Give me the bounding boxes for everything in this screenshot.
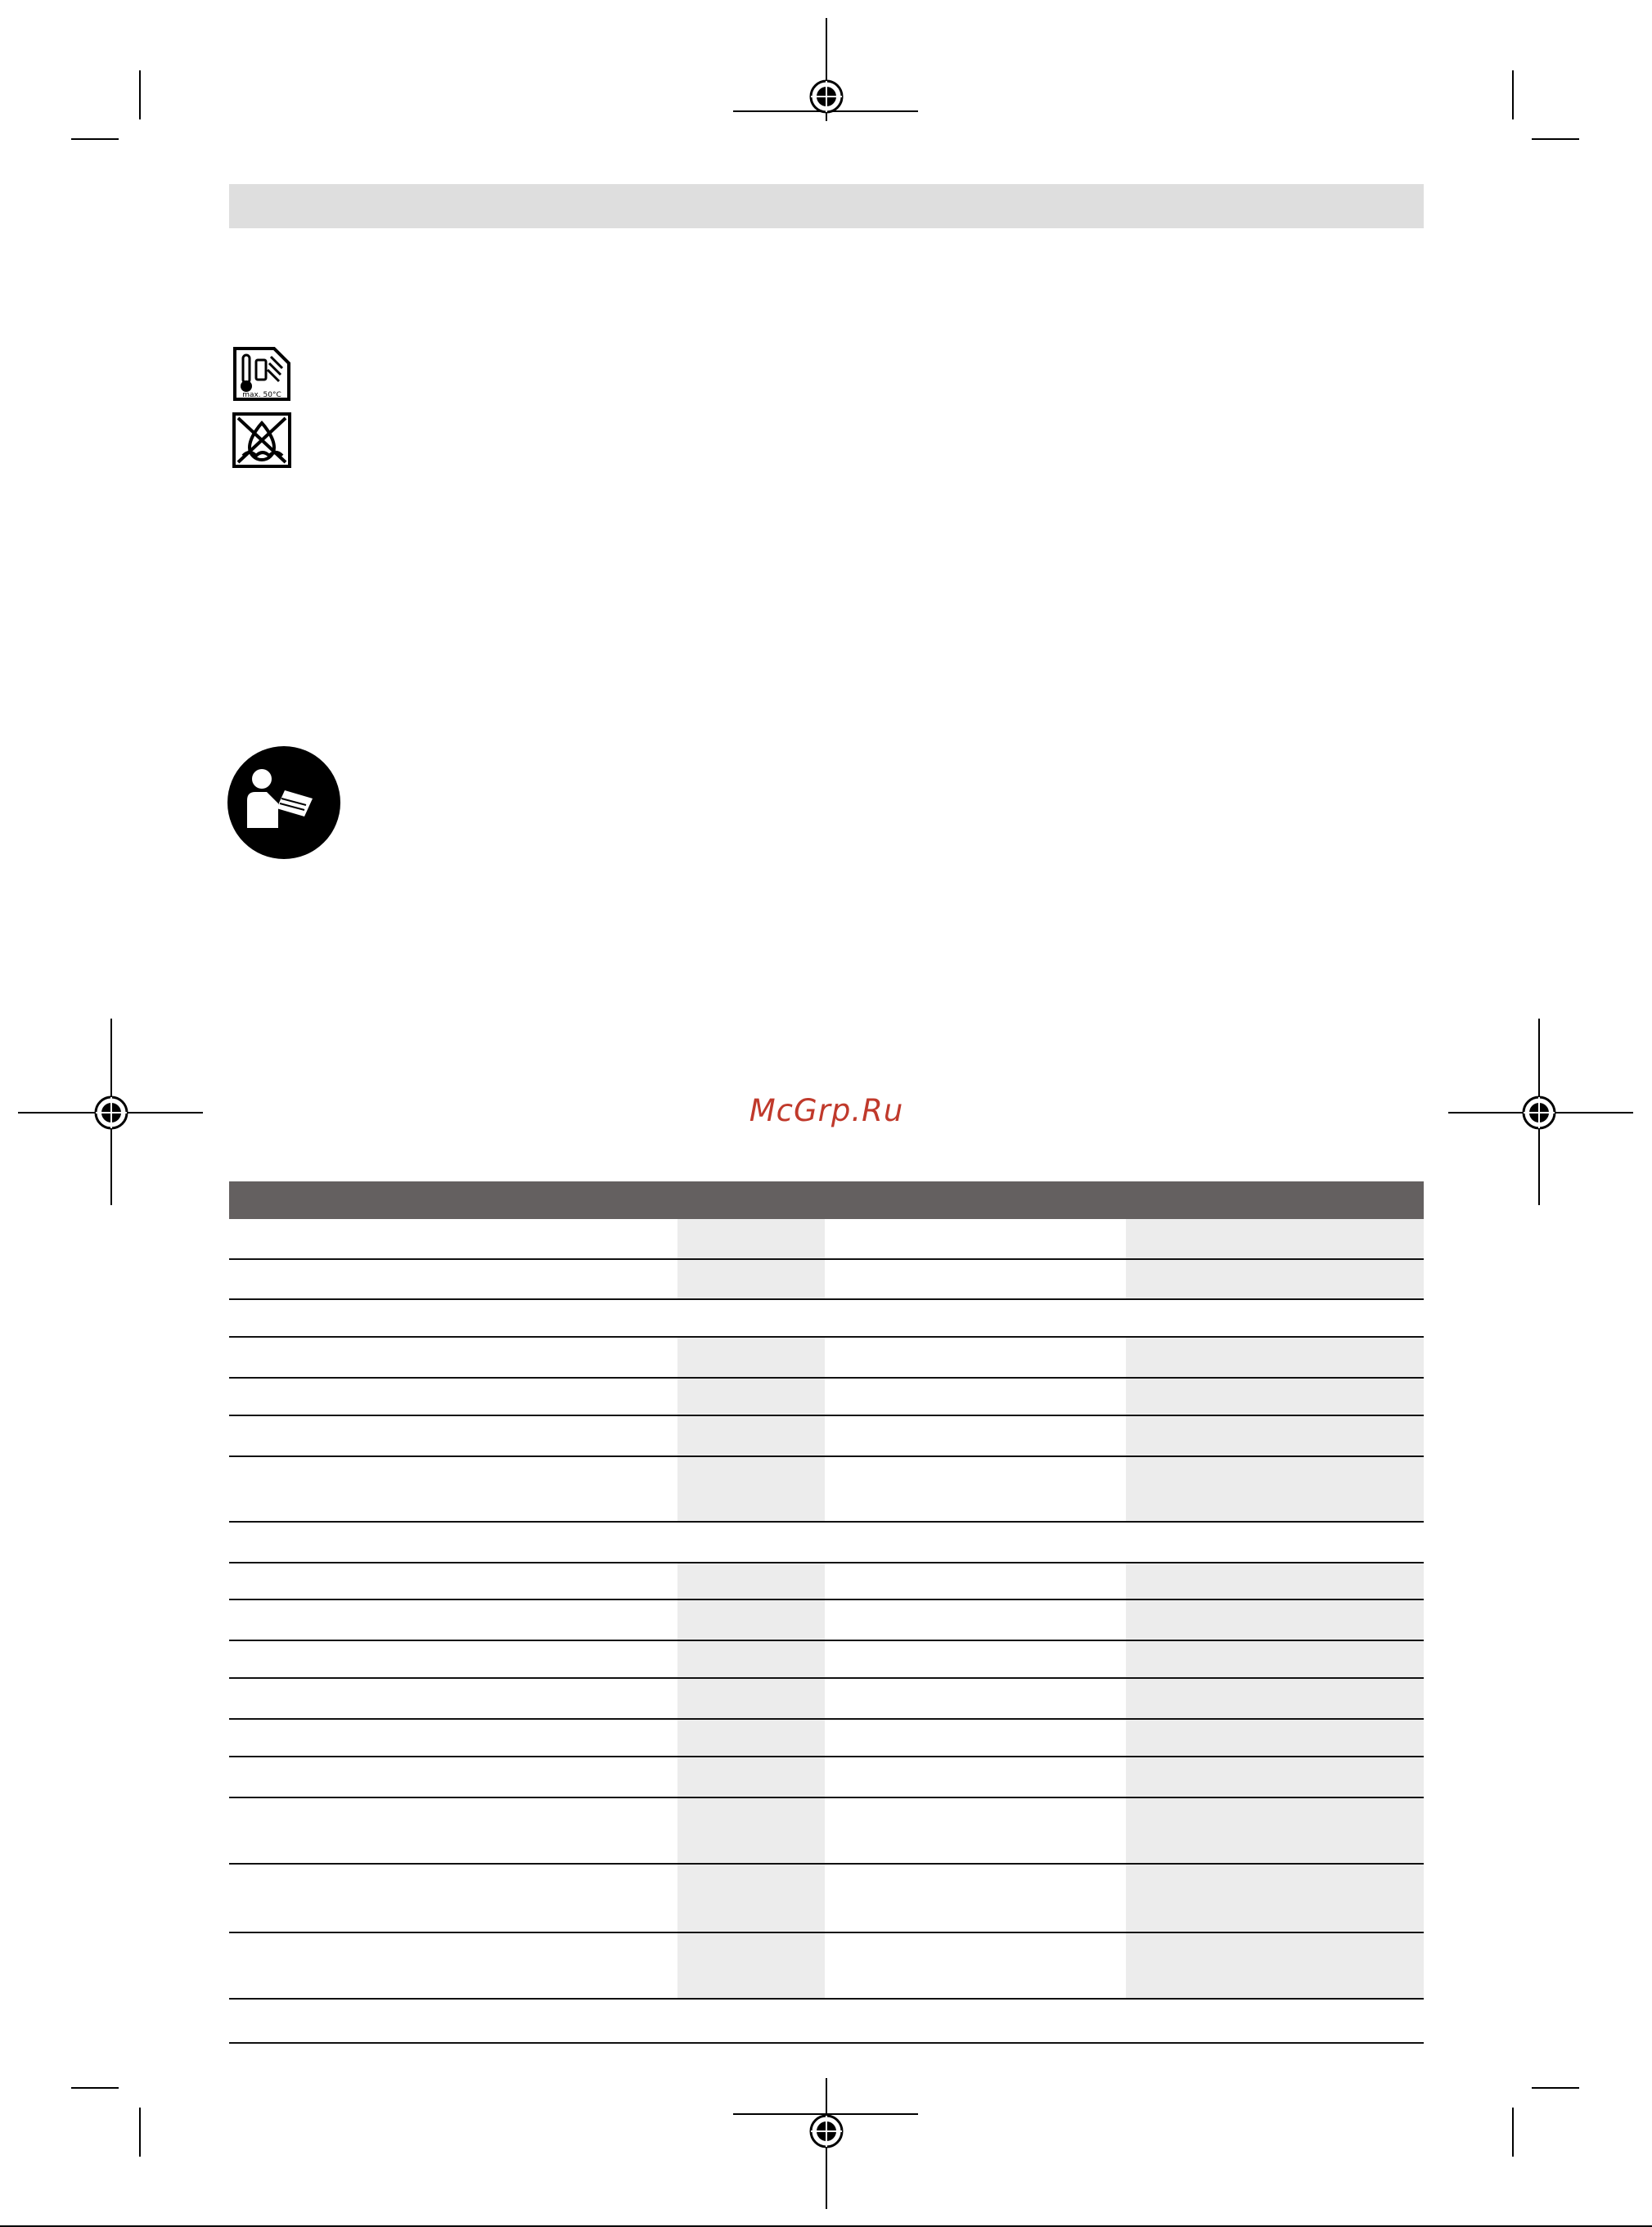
crop-mark: [71, 138, 119, 140]
table-row: [229, 1523, 1424, 1563]
read-manual-icon: [227, 746, 340, 859]
table-row: [229, 1338, 1424, 1379]
table-row: [229, 1865, 1424, 1933]
registration-mark-icon: [808, 2112, 845, 2150]
table-row: [229, 2000, 1424, 2044]
crop-mark: [71, 2087, 119, 2089]
crop-mark: [1532, 138, 1579, 140]
table-row: [229, 1641, 1424, 1679]
table-row: [229, 1679, 1424, 1720]
table-row: [229, 1720, 1424, 1757]
crop-mark: [139, 2108, 141, 2157]
table-row: [229, 1300, 1424, 1338]
table-row: [229, 1757, 1424, 1798]
table-row: [229, 1219, 1424, 1260]
table-header: [229, 1181, 1424, 1219]
crop-mark: [139, 70, 141, 119]
table-row: [229, 1260, 1424, 1300]
table-row: [229, 1379, 1424, 1416]
crop-mark: [1512, 70, 1514, 119]
crop-mark: [1512, 2108, 1514, 2157]
table-row: [229, 1933, 1424, 2000]
watermark-text: McGrp.Ru: [749, 1093, 904, 1128]
crop-mark: [1532, 2087, 1579, 2089]
no-water-icon: [232, 412, 292, 469]
temperature-label: max. 50°C: [242, 391, 281, 399]
table-row: [229, 1457, 1424, 1523]
max-temperature-icon: [232, 345, 292, 403]
table-row: [229, 1600, 1424, 1641]
table-row: [229, 1416, 1424, 1457]
registration-mark-icon: [1520, 1094, 1558, 1131]
table-row: [229, 1563, 1424, 1600]
registration-mark-icon: [808, 78, 845, 115]
registration-mark-icon: [92, 1094, 130, 1131]
table-row: [229, 1798, 1424, 1865]
section-header-bar: [229, 184, 1424, 228]
